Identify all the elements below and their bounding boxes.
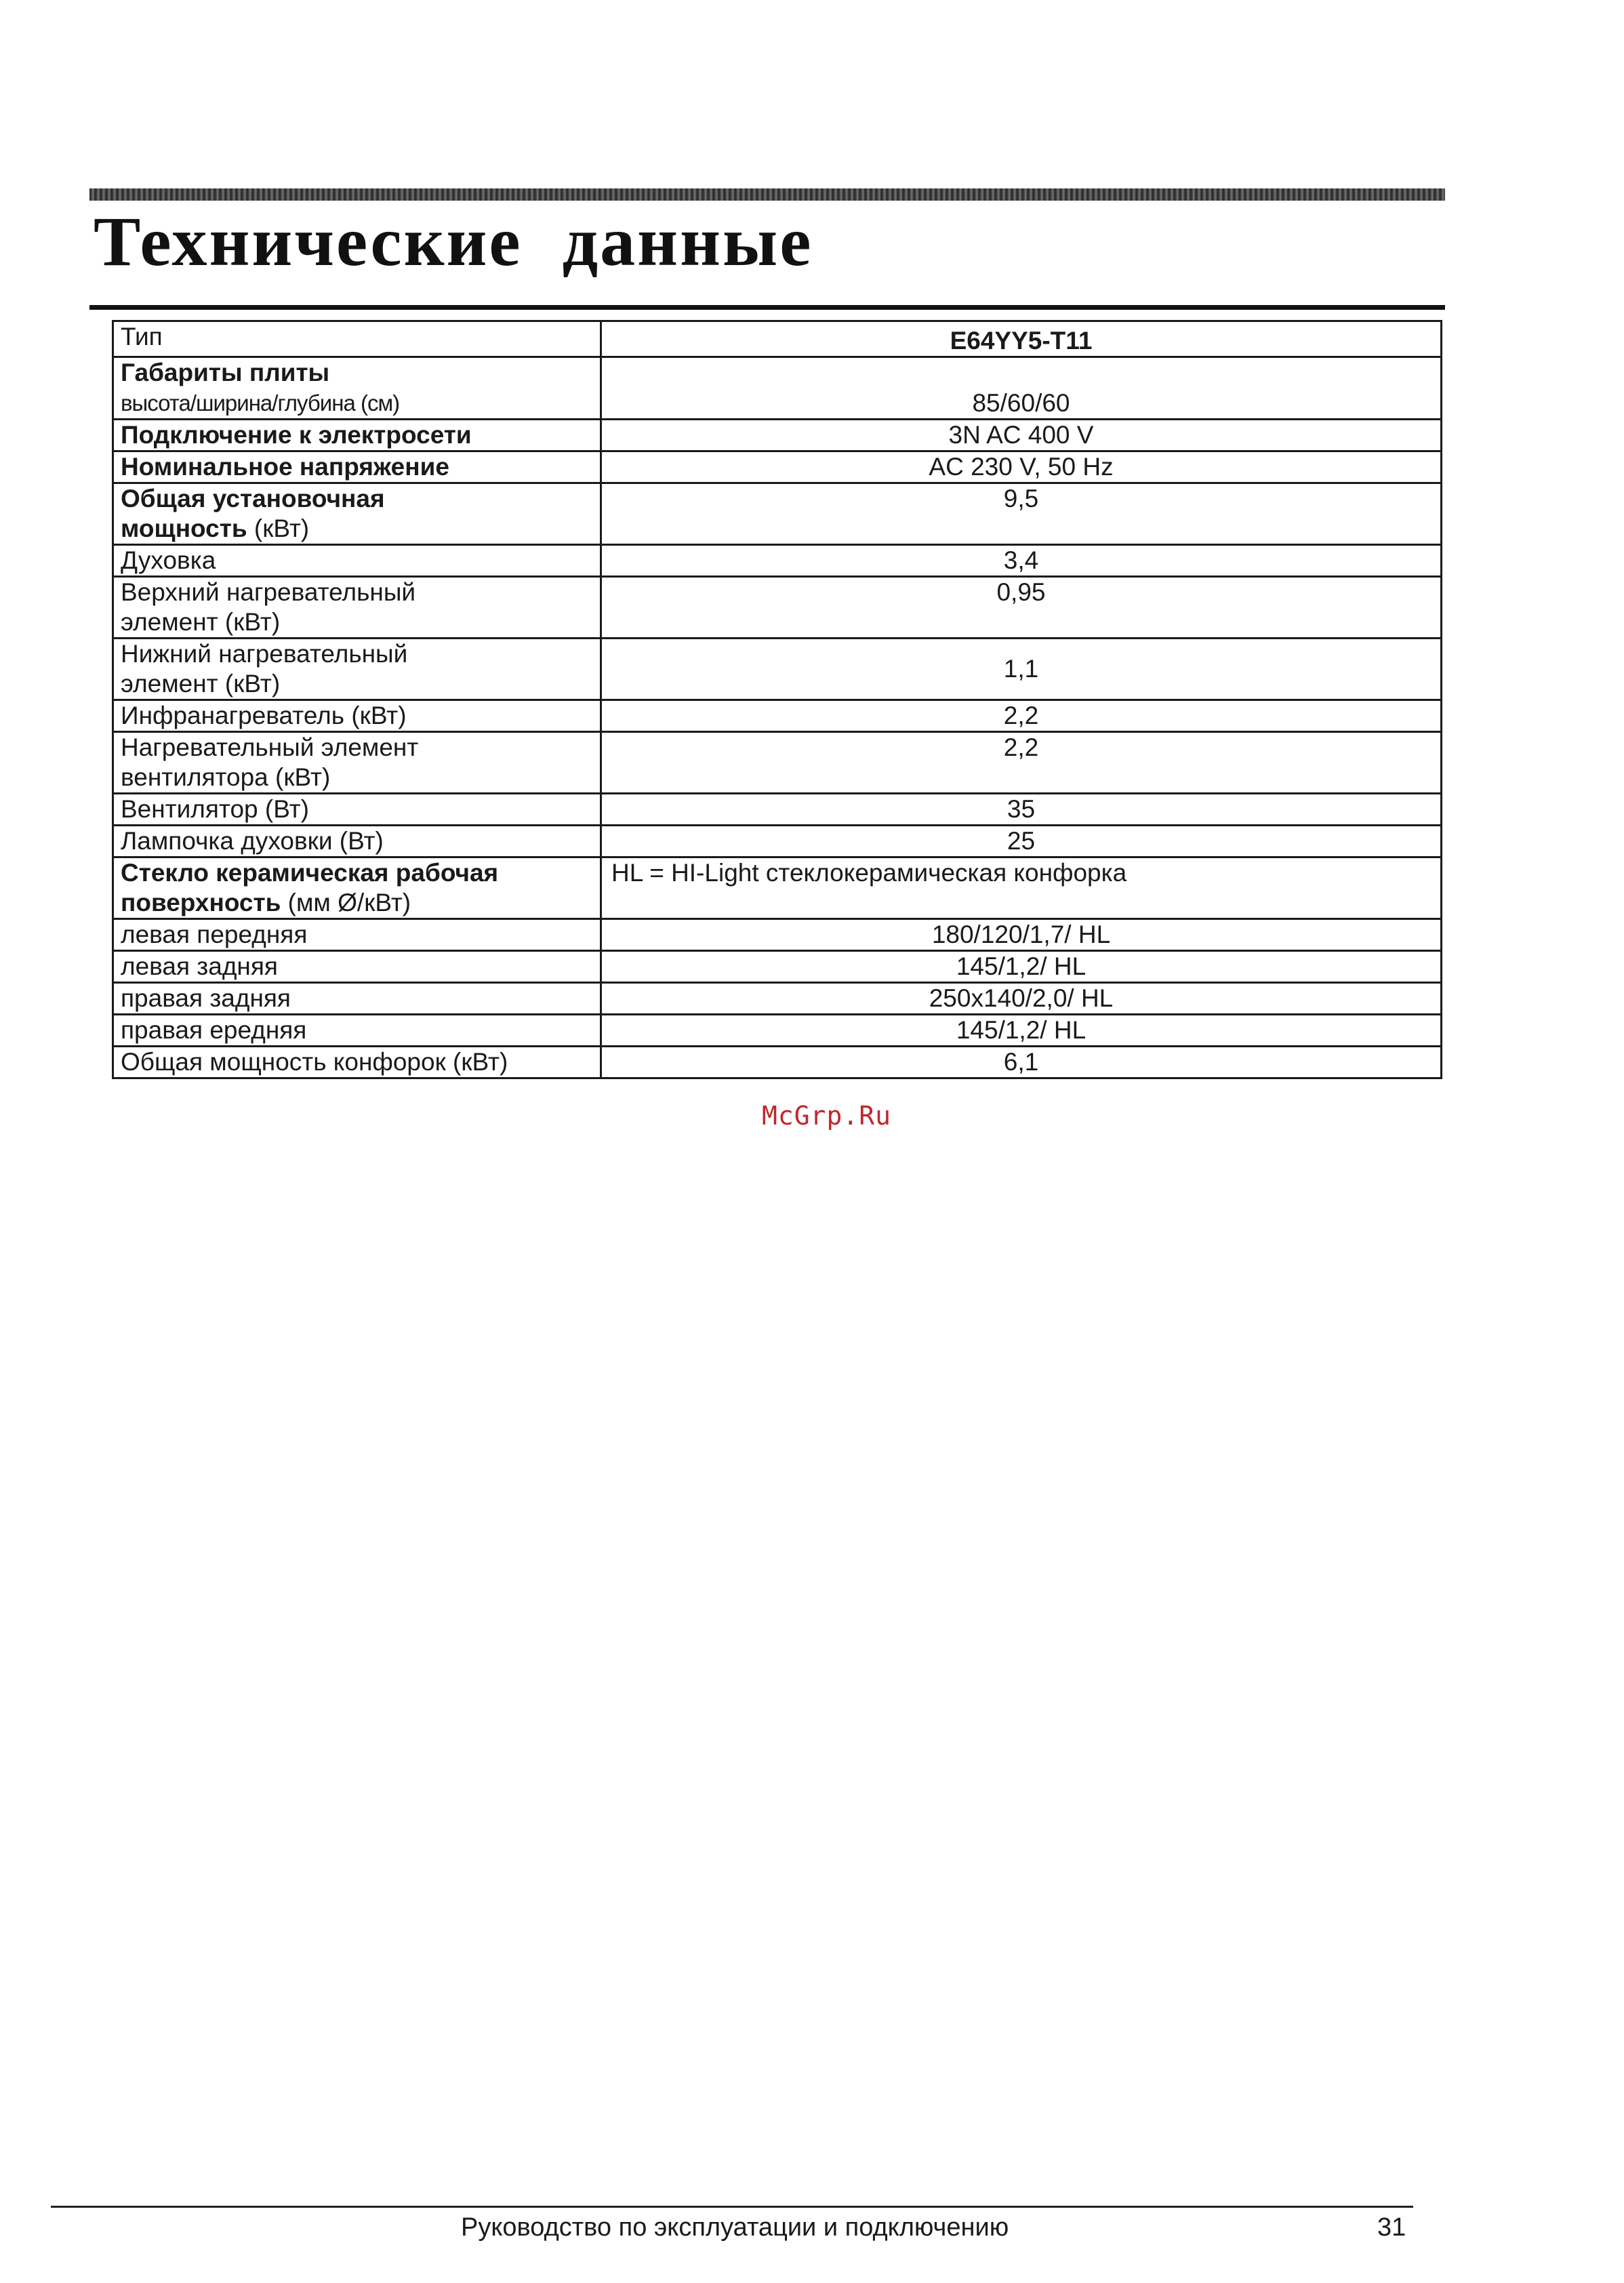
row-label	[113, 483, 601, 545]
row-label-line2: элемент (кВт)	[121, 670, 281, 698]
row-label	[113, 857, 601, 919]
table-row	[113, 357, 1442, 420]
page-title: Технические данные	[94, 203, 813, 281]
table-row	[113, 951, 1442, 983]
footer-rule	[51, 2206, 1413, 2208]
row-value: 2,2	[601, 732, 1442, 794]
row-label-main: Общая установочная	[121, 485, 385, 512]
row-label: Инфранагреватель (кВт)	[113, 700, 601, 732]
table-row	[113, 700, 1442, 732]
row-label: Подключение к электросети	[113, 420, 601, 451]
table-row	[113, 919, 1442, 951]
row-value: 0,95	[601, 577, 1442, 639]
row-label	[113, 732, 601, 794]
page-number: 31	[1377, 2213, 1406, 2242]
row-label: Номинальное напряжение	[113, 451, 601, 483]
row-value: 3,4	[601, 545, 1442, 577]
table-row	[113, 545, 1442, 577]
row-label: левая задняя	[113, 951, 601, 983]
row-value: 35	[601, 794, 1442, 826]
model-value: E64YY5-T11	[601, 321, 1442, 357]
row-label-main: Верхний нагревательный	[121, 578, 416, 606]
row-value: 1,1	[601, 639, 1442, 700]
row-label: Духовка	[113, 545, 601, 577]
row-label: Общая мощность конфорок (кВт)	[113, 1047, 601, 1078]
table-row	[113, 732, 1442, 794]
row-value: 25	[601, 826, 1442, 857]
row-value: 145/1,2/ HL	[601, 1015, 1442, 1047]
top-rule	[89, 188, 1445, 201]
row-value: 250x140/2,0/ HL	[601, 983, 1442, 1015]
table-row	[113, 451, 1442, 483]
row-label-line2: мощность	[121, 514, 247, 542]
row-value: 3N AC 400 V	[601, 420, 1442, 451]
row-label: левая передняя	[113, 919, 601, 951]
table-header-row	[113, 321, 1442, 357]
table-row	[113, 794, 1442, 826]
row-value: AC 230 V, 50 Hz	[601, 451, 1442, 483]
row-value: HL = HI-Light стеклокерамическая конфорка	[601, 857, 1442, 919]
footer-title: Руководство по эксплуатации и подключению	[461, 2213, 1009, 2242]
row-label: Лампочка духовки (Вт)	[113, 826, 601, 857]
table-row	[113, 983, 1442, 1015]
table-row	[113, 420, 1442, 451]
row-label	[113, 639, 601, 700]
table-row	[113, 826, 1442, 857]
row-label: правая задняя	[113, 983, 601, 1015]
table-row	[113, 577, 1442, 639]
row-value: 145/1,2/ HL	[601, 951, 1442, 983]
row-sublabel: высота/ширина/глубина (см)	[121, 390, 400, 416]
row-label	[113, 577, 601, 639]
row-value: 9,5	[601, 483, 1442, 545]
row-label	[113, 357, 601, 420]
table-row	[113, 483, 1442, 545]
row-label: Вентилятор (Вт)	[113, 794, 601, 826]
table-row	[113, 1047, 1442, 1078]
row-value: 85/60/60	[601, 357, 1442, 420]
row-label-main: Нижний нагревательный	[121, 640, 408, 668]
row-label-unit: (кВт)	[247, 514, 310, 542]
row-label-line2: поверхность	[121, 889, 281, 916]
row-value: 2,2	[601, 700, 1442, 732]
row-label-unit: (мм Ø/кВт)	[281, 889, 411, 916]
row-value: 6,1	[601, 1047, 1442, 1078]
table-row	[113, 639, 1442, 700]
spec-table	[112, 320, 1442, 1079]
row-label-main: Нагревательный элемент	[121, 733, 419, 761]
title-rule	[89, 305, 1445, 310]
table-row	[113, 1015, 1442, 1047]
row-label-main: Стекло керамическая рабочая	[121, 859, 499, 887]
row-label-main: Габариты плиты	[121, 359, 330, 386]
row-label-line2: элемент (кВт)	[121, 608, 281, 636]
watermark-text: McGrp.Ru	[762, 1101, 892, 1131]
row-label: правая ередняя	[113, 1015, 601, 1047]
table-row	[113, 857, 1442, 919]
row-label-line2: вентилятора (кВт)	[121, 763, 331, 791]
row-value: 180/120/1,7/ HL	[601, 919, 1442, 951]
header-label: Тип	[113, 321, 601, 357]
